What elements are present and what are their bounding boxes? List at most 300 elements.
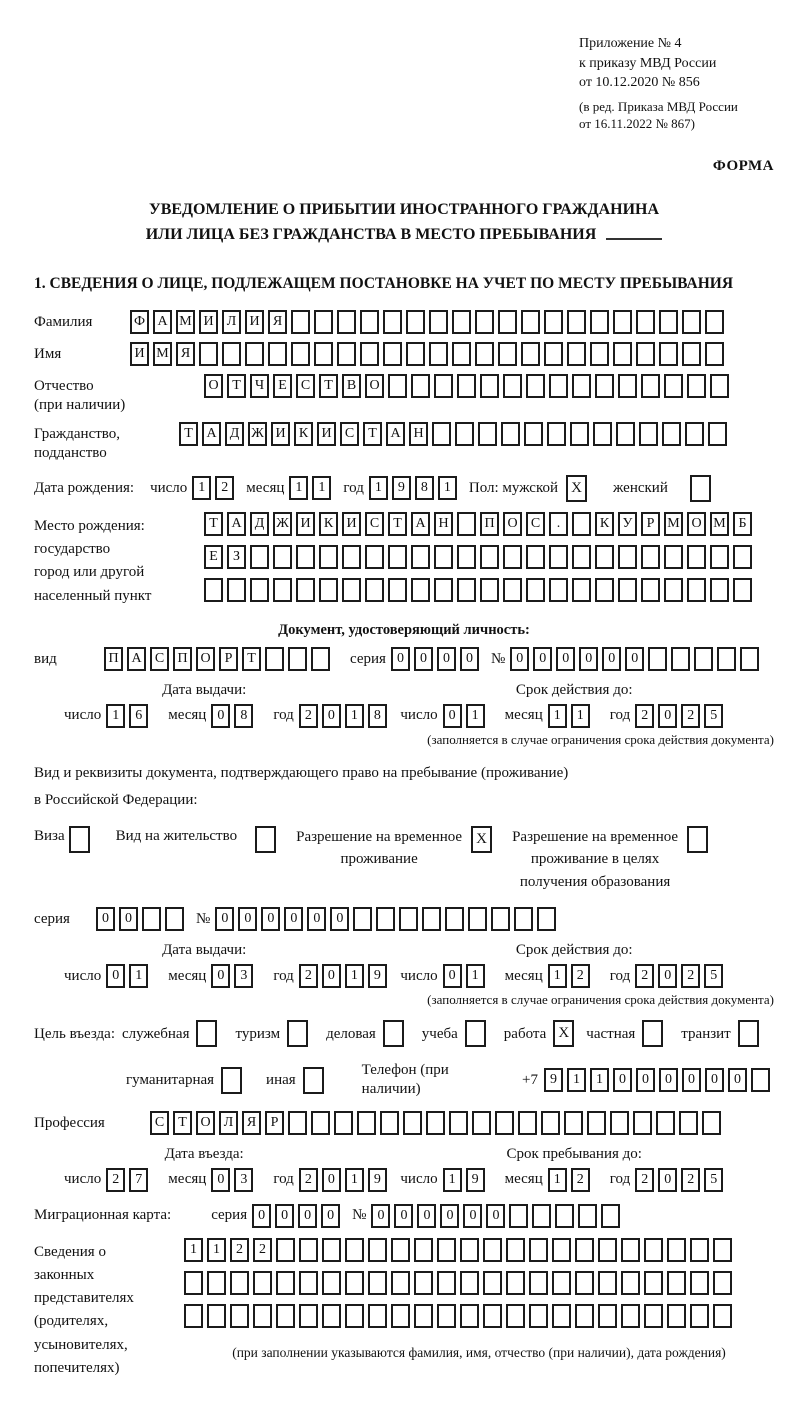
form-cell [184,1304,203,1328]
form-cell [165,907,184,931]
form-cell [319,545,338,569]
year-label: год [273,707,294,724]
series-label: серия [34,911,70,928]
form-cell: Р [265,1111,284,1135]
form-cell: Д [225,422,244,446]
representatives-label-line: представителях [34,1290,134,1307]
form-cell [299,1271,318,1295]
purpose-opt-other-label: иная [266,1071,296,1088]
representatives-label-line: (родителях, [34,1313,109,1330]
form-cell: 1 [466,704,485,728]
form-cell: 2 [681,704,700,728]
form-cell [388,374,407,398]
edu-residence-label-line: получения образования [519,873,671,890]
day-label: число [64,707,102,724]
appendix-reference [579,34,774,133]
identity-doc-heading: Документ, удостоверяющий личность: [278,621,530,638]
residence-valid-block [374,941,774,988]
document-title-line1: УВЕДОМЛЕНИЕ О ПРИБЫТИИ ИНОСТРАННОГО ГРАЖДАНИНА [148,200,660,218]
number-label: № [196,911,211,928]
form-cell: 0 [625,647,644,671]
patronymic-label-line: (при наличии) [34,396,126,413]
form-cell [740,647,759,671]
form-cell [221,1067,242,1094]
form-cell: С [365,512,384,536]
form-cell [738,1020,759,1047]
form-cell [506,1304,525,1328]
form-cell: Ж [248,422,267,446]
form-cell: А [227,512,246,536]
form-cell: 9 [466,1168,485,1192]
form-cell [687,826,708,853]
form-cell [460,1304,479,1328]
form-cell: Е [204,545,223,569]
day-label: число [150,479,188,496]
form-cell [506,1238,525,1262]
representatives-label-line: Сведения о [34,1243,106,1260]
form-cell [601,1204,620,1228]
form-cell [648,647,667,671]
form-cell [276,1238,295,1262]
form-cell [664,578,683,602]
residence-doc-series-cells [96,907,188,931]
birth-month-cells [289,476,335,500]
form-cell [521,342,540,366]
form-cell [667,1304,686,1328]
form-cell: 0 [252,1204,271,1228]
purpose-opt-transit-checkbox [738,1020,763,1047]
form-cell [468,907,487,931]
series-label: серия [350,650,386,667]
year-label: год [609,967,631,984]
representatives-label [34,1238,184,1381]
form-cell: 0 [417,1204,436,1228]
entry-date-block [34,1145,381,1192]
representatives-label-line: усыновителях, [34,1336,128,1353]
birth-place-label-line: Место рождения: [34,517,145,534]
form-cell [388,545,407,569]
edu-residence-label-line: Разрешение на временное [512,828,679,845]
issue-day-cells [106,704,152,728]
form-cell: X [553,1020,574,1047]
representatives-cells-block [184,1238,774,1362]
residence-permit-checkbox [255,826,280,853]
year-label: год [273,1171,294,1188]
form-cell: 0 [613,1068,632,1092]
form-cell [526,578,545,602]
form-cell [457,578,476,602]
birth-place-row2-cells [204,545,756,569]
temp-residence-label-line: Разрешение на временное [296,828,463,845]
identity-doc-number-cells [510,647,763,671]
month-label: месяц [246,479,285,496]
form-cell [460,1238,479,1262]
form-cell [642,1020,663,1047]
identity-doc-dates [34,681,774,728]
form-cell: 5 [704,704,723,728]
form-cell [503,374,522,398]
form-cell [334,1111,353,1135]
form-cell [345,1304,364,1328]
form-cell [544,310,563,334]
form-cell [478,422,497,446]
form-cell [613,342,632,366]
form-cell [664,374,683,398]
form-cell: 7 [129,1168,148,1192]
identity-valid-block [374,681,774,728]
form-cell [526,545,545,569]
form-cell [376,907,395,931]
form-cell: 0 [261,907,280,931]
citizenship-label-line: подданство [34,445,107,462]
form-cell [207,1304,226,1328]
phone-cells [544,1068,774,1092]
number-label: № [352,1207,367,1224]
form-cell: 5 [704,964,723,988]
form-cell [710,374,729,398]
form-cell [529,1304,548,1328]
series-label: серия [211,1207,248,1224]
form-cell [713,1304,732,1328]
form-cell: Р [219,647,238,671]
form-cell: 1 [312,476,331,500]
stay-day-cells [443,1168,489,1192]
form-cell: Д [250,512,269,536]
profession-cells [150,1111,725,1135]
valid-day-cells [443,704,489,728]
form-cell: Ж [273,512,292,536]
form-cell [388,578,407,602]
purpose-opt-tourism-label: туризм [235,1025,281,1042]
form-cell [713,1271,732,1295]
form-cell [245,342,264,366]
form-cell: Т [388,512,407,536]
form-cell [391,1271,410,1295]
form-cell [414,1271,433,1295]
representatives-cells [184,1238,774,1337]
form-cell [227,578,246,602]
form-cell: А [153,310,172,334]
form-cell: 1 [548,964,567,988]
form-cell [598,1271,617,1295]
form-cell: 0 [533,647,552,671]
form-cell: А [386,422,405,446]
form-cell [303,1067,324,1094]
residence-doc-options [34,826,774,894]
form-cell [360,342,379,366]
representatives-row [34,1238,774,1381]
form-cell [656,1111,675,1135]
form-cell: И [296,512,315,536]
form-cell [567,342,586,366]
form-cell [383,310,402,334]
form-cell [230,1271,249,1295]
form-cell [483,1271,502,1295]
form-cell [641,545,660,569]
valid-month-cells [548,704,594,728]
form-cell: 1 [571,704,590,728]
form-cell: 0 [275,1204,294,1228]
form-cell [636,342,655,366]
form-cell: 8 [368,704,387,728]
form-cell [587,1111,606,1135]
entry-dates [34,1145,774,1192]
form-cell [250,578,269,602]
form-cell [659,310,678,334]
form-cell: 0 [298,1204,317,1228]
form-cell [291,310,310,334]
form-cell [414,1304,433,1328]
issue-month-cells [211,704,257,728]
form-cell [296,578,315,602]
form-cell: 2 [299,704,318,728]
form-cell: 0 [119,907,138,931]
form-cell [322,1238,341,1262]
form-cell [641,374,660,398]
form-cell: Т [319,374,338,398]
form-cell [322,1271,341,1295]
form-cell: 1 [567,1068,586,1092]
form-cell [365,578,384,602]
form-cell: 0 [443,964,462,988]
form-cell: 8 [415,476,434,500]
form-cell [196,1020,217,1047]
month-label: месяц [168,967,207,984]
form-cell: М [710,512,729,536]
representatives-label-line: законных [34,1266,95,1283]
identity-valid-date [374,704,774,728]
form-cell [751,1068,770,1092]
identity-issue-date [34,704,381,728]
form-cell [452,310,471,334]
entry-date [34,1168,381,1192]
form-cell [69,826,90,853]
form-cell: А [411,512,430,536]
form-cell [570,422,589,446]
identity-issue-block [34,681,381,728]
form-cell: Б [733,512,752,536]
title-blank-line [606,222,662,239]
form-cell: 1 [548,1168,567,1192]
form-cell [518,1111,537,1135]
day-label: число [64,1171,102,1188]
form-cell [204,578,223,602]
form-cell: 9 [368,1168,387,1192]
temp-residence-label-line: проживание [340,851,418,868]
form-cell [495,1111,514,1135]
form-cell: Ч [250,374,269,398]
form-cell [501,422,520,446]
purpose-opt-humanitarian-checkbox [221,1067,246,1094]
document-title-line2: ИЛИ ЛИЦА БЕЗ ГРАЖДАНСТВА В МЕСТО ПРЕБЫВАНИЯ [34,222,774,248]
form-cell [368,1271,387,1295]
form-cell: 0 [211,1168,230,1192]
form-cell: 2 [253,1238,272,1262]
form-cell: С [526,512,545,536]
form-cell [682,342,701,366]
surname-cells [130,310,728,334]
form-cell [434,578,453,602]
form-cell [685,422,704,446]
form-cell: О [196,1111,215,1135]
form-cell [460,1271,479,1295]
form-cell [337,342,356,366]
form-cell [480,545,499,569]
given-name-label: Имя [34,345,62,362]
form-cell: М [664,512,683,536]
form-cell: С [150,647,169,671]
form-cell [365,545,384,569]
residence-doc-dates [34,941,774,988]
stay-month-cells [548,1168,594,1192]
form-cell: 0 [321,1204,340,1228]
representatives-row2-cells [184,1271,736,1295]
stay-until-heading: Срок пребывания до: [506,1145,642,1162]
form-cell [733,545,752,569]
form-cell [483,1238,502,1262]
form-cell: 0 [238,907,257,931]
identity-doc-type-cells [104,647,334,671]
form-cell [541,1111,560,1135]
residence-doc-intro [34,760,774,814]
birth-place-label-line: населенный пункт [34,587,152,604]
form-cell: О [365,374,384,398]
form-cell [207,1271,226,1295]
form-cell: 0 [463,1204,482,1228]
form-cell [690,475,711,502]
form-cell [667,1271,686,1295]
edu-residence-label-line: проживание в целях [530,851,660,868]
form-cell: 0 [307,907,326,931]
form-cell [268,342,287,366]
year-label: год [273,967,294,984]
form-cell [357,1111,376,1135]
identity-doc-type-label: вид [34,650,57,667]
month-label: месяц [504,967,543,984]
form-cell [636,310,655,334]
form-cell [710,545,729,569]
form-cell [311,647,330,671]
form-cell [664,545,683,569]
form-cell: X [566,475,587,502]
form-cell [713,1238,732,1262]
residence-permit-option [116,826,280,853]
form-cell [514,907,533,931]
form-cell [311,1111,330,1135]
form-cell [255,826,276,853]
document-title [34,198,774,249]
form-cell: X [471,826,492,853]
form-cell [595,374,614,398]
form-cell [598,1238,617,1262]
temp-residence-checkbox [471,826,496,853]
form-cell [353,907,372,931]
form-cell: 1 [345,964,364,988]
birth-day-cells [192,476,238,500]
form-cell: 0 [510,647,529,671]
representatives-row1-cells [184,1238,736,1262]
form-cell [449,1111,468,1135]
form-cell: 3 [234,1168,253,1192]
form-cell [717,647,736,671]
temp-residence-option [296,826,496,871]
form-cell [593,422,612,446]
form-cell [498,310,517,334]
appendix-line: от 10.12.2020 № 856 [579,75,700,91]
form-cell [710,578,729,602]
gender-male-checkbox [566,475,591,502]
form-cell: М [153,342,172,366]
form-cell [276,1304,295,1328]
form-cell: Л [222,310,241,334]
form-cell [521,310,540,334]
valid-month-cells [548,964,594,988]
form-cell [265,647,284,671]
number-label: № [490,650,506,667]
form-cell: 0 [330,907,349,931]
form-cell [465,1020,486,1047]
visa-checkbox [69,826,94,853]
form-cell: Ф [130,310,149,334]
purpose-opt-work-checkbox [553,1020,578,1047]
form-cell [411,545,430,569]
form-cell [590,310,609,334]
form-cell: 2 [571,964,590,988]
residence-permit-label: Вид на жительство [115,827,238,844]
form-cell [578,1204,597,1228]
form-cell [618,545,637,569]
form-cell: Т [173,1111,192,1135]
birth-place-label-line: город или другой [34,564,145,581]
residence-issue-date [34,964,381,988]
form-cell [679,1111,698,1135]
form-cell: 1 [345,704,364,728]
form-cell [426,1111,445,1135]
form-cell [618,578,637,602]
form-cell: 9 [544,1068,563,1092]
form-cell [288,647,307,671]
valid-until-heading: Срок действия до: [515,681,633,698]
form-cell: К [294,422,313,446]
form-cell [445,907,464,931]
form-cell [429,342,448,366]
form-cell: 0 [414,647,433,671]
form-cell [299,1304,318,1328]
form-cell [659,342,678,366]
validity-note: (заполняется в случае ограничения срока действия документа) [427,731,774,747]
form-cell [705,342,724,366]
purpose-opt-other-checkbox [303,1067,328,1094]
form-cell [434,545,453,569]
form-cell: 2 [635,704,654,728]
form-cell: 0 [556,647,575,671]
residence-doc-series-row [34,907,774,931]
form-cell [455,422,474,446]
issue-date-heading: Дата выдачи: [162,942,247,959]
year-label: год [609,1171,631,1188]
form-cell [406,310,425,334]
form-cell: 0 [215,907,234,931]
form-cell [690,1271,709,1295]
form-cell: 0 [728,1068,747,1092]
form-cell: 0 [658,704,677,728]
edu-residence-checkbox [687,826,712,853]
representatives-note: (при заполнении указываются фамилия, имя, отчество (при наличии), дата рождения) [232,1344,726,1360]
form-cell: 1 [289,476,308,500]
month-label: месяц [504,1171,543,1188]
residence-doc-number-cells [215,907,560,931]
form-cell: 3 [234,964,253,988]
